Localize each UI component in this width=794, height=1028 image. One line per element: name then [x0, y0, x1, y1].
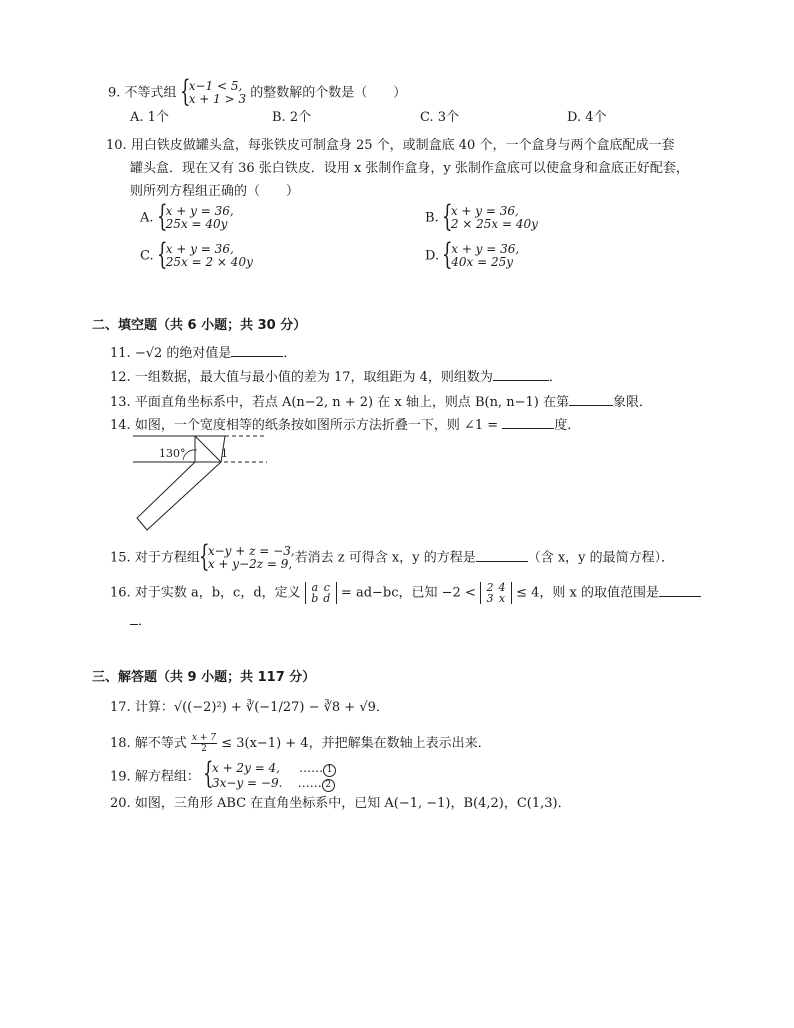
- equation: x + y−2z = 9,: [207, 557, 293, 571]
- q16-continuation: [130, 612, 151, 630]
- answer-blank: [476, 549, 528, 562]
- fraction: [191, 733, 217, 754]
- answer-blank: [659, 584, 701, 597]
- question-text: 不等式组: [124, 85, 177, 101]
- det-entry: 4: [498, 581, 506, 594]
- question-number: 16.: [110, 585, 131, 601]
- equation-system: [200, 545, 295, 571]
- det-entry: c: [323, 581, 330, 594]
- question-number: 17.: [110, 700, 131, 715]
- q10-line2: 罐头盒．现在又有 36 张白铁皮．设用 x 张制作盒身，y 张制作盒底可以使盒身和盒底正好配套，: [130, 161, 689, 176]
- equation: [212, 762, 336, 777]
- question-text: 平面直角坐标系中，若点 A(n−2, n + 2) 在 x 轴上，则点 B(n, n−1) 在第: [134, 395, 569, 410]
- q19: [110, 762, 336, 792]
- question-text: ．: [283, 346, 297, 361]
- option-c: [140, 243, 253, 269]
- dots: ……: [299, 761, 324, 775]
- question-text: 一组数据，最大值与最小值的差为 17，取组距为 4，则组数为: [134, 370, 493, 385]
- equation: 25x = 2 × 40y: [165, 255, 253, 269]
- equation-system: [443, 205, 538, 231]
- q17: [110, 700, 389, 716]
- option-d: [425, 243, 519, 269]
- equation: 40x = 25y: [451, 255, 514, 269]
- equation: { x−1 < 5,: [188, 79, 243, 93]
- answer-blank: [502, 416, 554, 429]
- option-a: [140, 205, 234, 231]
- section-header: 三、解答题（共 9 小题；共 117 分）: [92, 670, 316, 685]
- det-entry: 2: [486, 581, 494, 594]
- det-entry: d: [323, 592, 331, 605]
- fold-line: [195, 436, 221, 462]
- option-a: A. 1个: [130, 110, 169, 125]
- answer-blank: [569, 393, 613, 406]
- question-text: 的整数解的个数是（ ）: [250, 85, 407, 101]
- fraction-denominator: 2: [201, 744, 207, 754]
- equation: [212, 777, 336, 792]
- question-text: ≤ 3(x−1) + 4，并把解集在数轴上表示出来．: [221, 736, 491, 751]
- question-text: 用白铁皮做罐头盒，每张铁皮可制盒身 25 个，或制盒底 40 个，一个盒身与两个盒底配成一套: [130, 138, 675, 153]
- det-entry: x: [498, 592, 506, 605]
- question-text: −√2 的绝对值是: [134, 346, 232, 361]
- equation: { x + y = 36,: [451, 242, 520, 256]
- answer-blank: [231, 344, 283, 357]
- equation-system: [158, 243, 253, 269]
- equation: 2 × 25x = 40y: [450, 217, 538, 231]
- determinant: [480, 582, 512, 604]
- question-text: （含 x，y 的最简方程）．: [527, 550, 675, 566]
- det-entry: 3: [486, 592, 494, 605]
- question-text: 对于方程组: [134, 550, 200, 566]
- answer-blank: [493, 368, 549, 381]
- equation-text: 3x−y = −9.: [211, 776, 283, 790]
- question-number: 12.: [110, 370, 131, 385]
- fraction-numerator: x + 7: [191, 733, 217, 743]
- determinant: [305, 582, 337, 604]
- question-text: = ad−bc，已知 −2 <: [340, 585, 476, 601]
- equation-system: [204, 762, 336, 792]
- equation: { x−y + z = −3,: [207, 544, 295, 558]
- question-text: 计算：√((−2)²) + ∛(−1/27) − ∛8 + √9．: [134, 700, 389, 715]
- equation-marker: 1: [323, 764, 336, 777]
- question-text: ≤ 4，则 x 的取值范围是: [516, 585, 660, 601]
- answer-blank: [130, 612, 138, 625]
- equation-marker: 2: [322, 779, 335, 792]
- question-number: 9.: [108, 85, 121, 101]
- option-label: B.: [425, 210, 439, 226]
- q9: [108, 80, 406, 106]
- equation: { x + y = 36,: [165, 242, 234, 256]
- det-entry: b: [311, 592, 319, 605]
- equation: { x + y = 36,: [450, 204, 519, 218]
- equation-system: [158, 205, 234, 231]
- equation: 25x = 40y: [165, 217, 228, 231]
- q15: [110, 545, 674, 571]
- question-text: 象限．: [612, 395, 652, 410]
- paper-strip-figure: [125, 432, 275, 537]
- equation-text: x + 2y = 4,: [211, 761, 280, 775]
- question-text: ．: [138, 614, 152, 629]
- q16: [110, 582, 701, 604]
- equation: x + 1 > 3: [188, 92, 247, 106]
- equation: { x + y = 36,: [165, 204, 234, 218]
- q18: [110, 733, 491, 754]
- question-number: 11.: [110, 346, 131, 361]
- angle-1-label: 1: [221, 447, 228, 460]
- question-number: 13.: [110, 395, 131, 410]
- question-text: 解不等式: [134, 736, 187, 751]
- option-b: B. 2个: [272, 110, 312, 125]
- question-text: 度．: [554, 418, 581, 433]
- option-b: [425, 205, 538, 231]
- angle-label: 130°: [159, 447, 186, 460]
- option-label: D.: [425, 248, 440, 264]
- question-number: 18.: [110, 736, 131, 751]
- question-number: 15.: [110, 550, 131, 566]
- option-d: D. 4个: [567, 110, 607, 125]
- q11: [110, 344, 296, 362]
- option-c: C. 3个: [420, 110, 460, 125]
- option-label: C.: [140, 248, 154, 264]
- q10-line3: 则所列方程组正确的（ ）: [130, 184, 300, 199]
- q13: [110, 393, 652, 411]
- question-number: 10.: [106, 138, 127, 153]
- question-text: 如图，一个宽度相等的纸条按如图所示方法折叠一下，则 ∠1 =: [134, 418, 499, 433]
- q12: [110, 368, 562, 386]
- question-number: 20.: [110, 796, 131, 811]
- question-text: 若消去 z 可得含 x，y 的方程是: [294, 550, 476, 566]
- q20: [110, 796, 571, 812]
- question-number: 14.: [110, 418, 131, 433]
- det-entry: a: [311, 581, 319, 594]
- question-text: 如图，三角形 ABC 在直角坐标系中，已知 A(−1, −1)，B(4,2)，C(1,3)．: [134, 796, 571, 811]
- question-text: ．: [548, 370, 562, 385]
- dots: ……: [297, 776, 322, 790]
- section-header: 二、填空题（共 6 小题；共 30 分）: [92, 318, 307, 333]
- question-text: 解方程组：: [134, 769, 200, 785]
- equation-system: [443, 243, 519, 269]
- question-text: 对于实数 a，b，c，d，定义: [134, 585, 301, 601]
- option-label: A.: [140, 210, 154, 226]
- q10-line1: [106, 138, 674, 154]
- question-number: 19.: [110, 769, 131, 785]
- equation-system: [181, 80, 246, 106]
